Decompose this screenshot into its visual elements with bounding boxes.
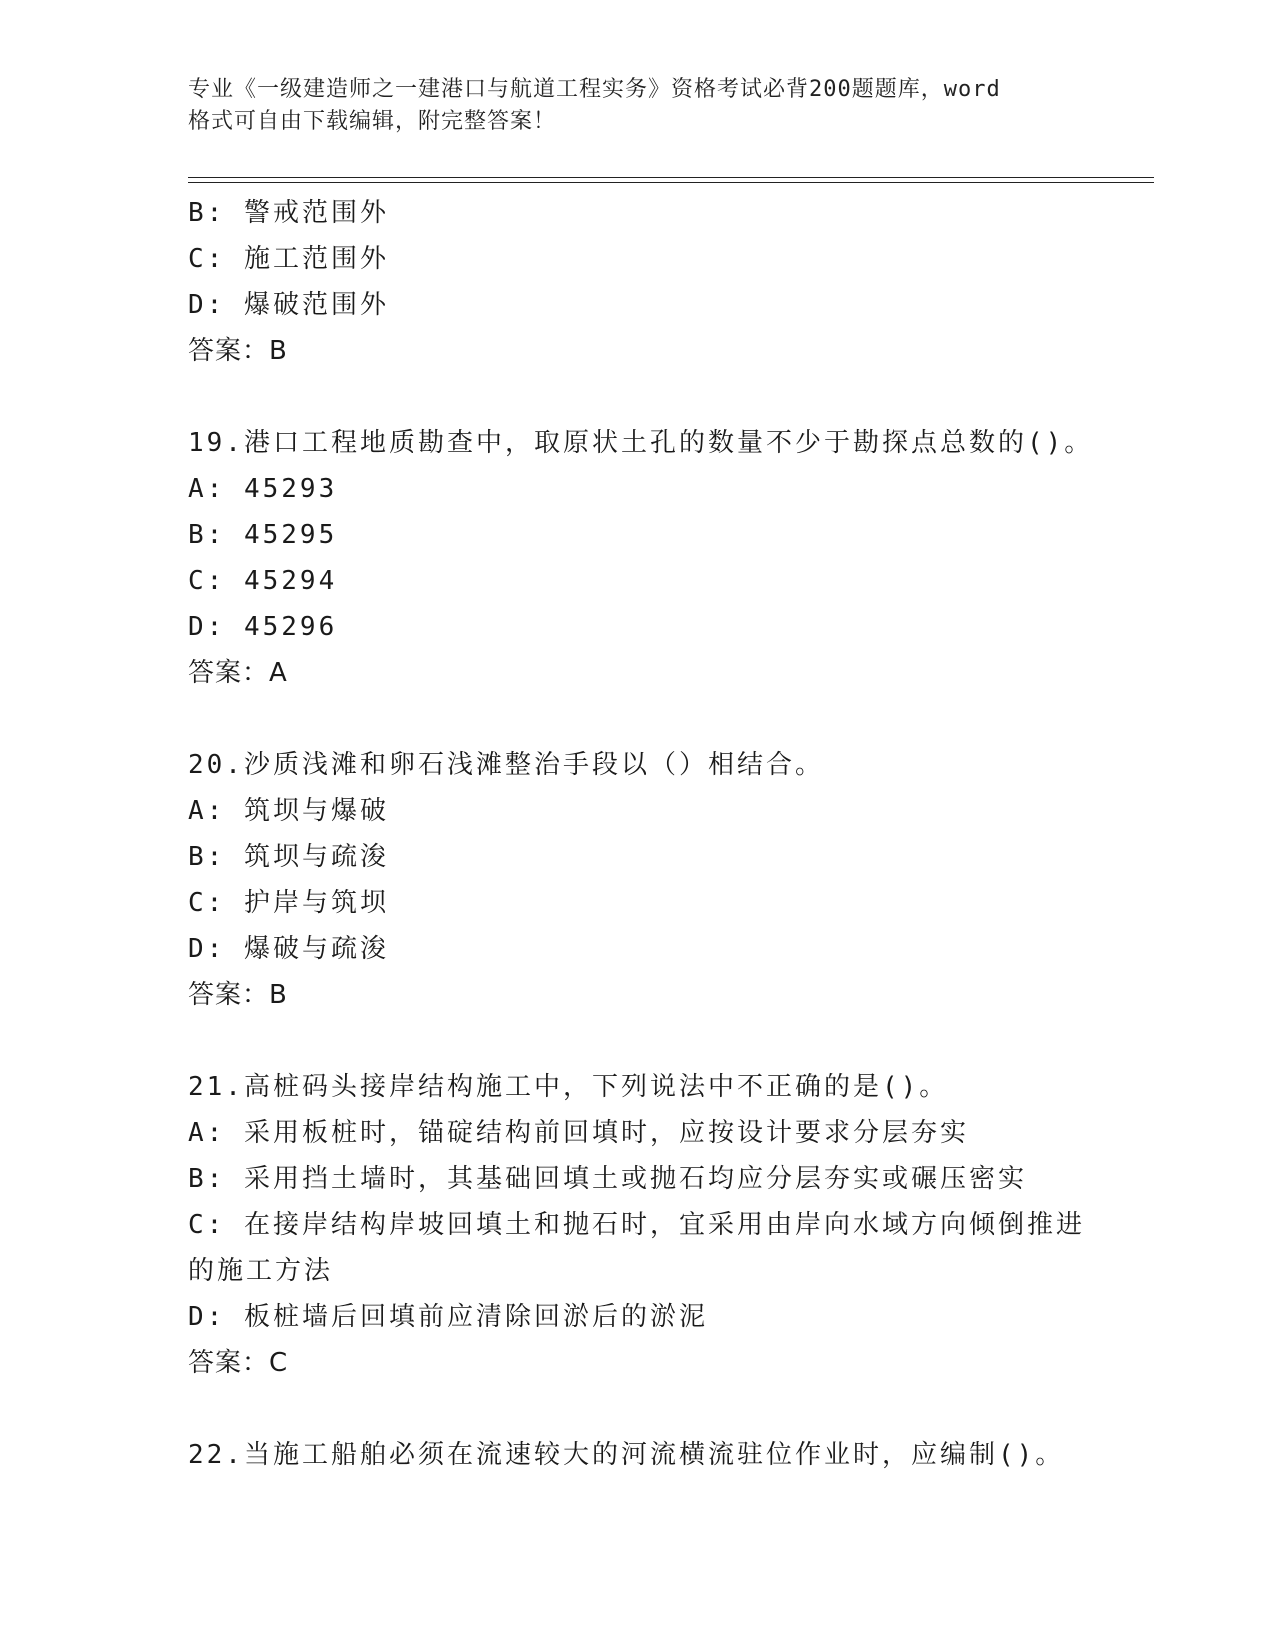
answer: 答案：B: [188, 336, 288, 366]
option-b: B: 45295: [188, 520, 338, 550]
header-divider-bottom: [188, 182, 1154, 183]
question-list: [188, 190, 1094, 1478]
option-d: D: 板桩墙后回填前应清除回淤后的淤泥: [188, 1302, 708, 1332]
document-header: [188, 74, 1068, 138]
option-c: C: 护岸与筑坝: [188, 888, 389, 918]
option-a: A: 采用板桩时，锚碇结构前回填时，应按设计要求分层夯实: [188, 1118, 969, 1148]
question-20: [188, 742, 1088, 1018]
question-22: [188, 1432, 1088, 1478]
question-text: 19.港口工程地质勘查中，取原状土孔的数量不少于勘探点总数的()。: [188, 428, 1094, 458]
question-19: [188, 420, 1094, 696]
answer: 答案：B: [188, 980, 288, 1010]
option-d: D: 爆破范围外: [188, 290, 389, 320]
option-c: C: 在接岸结构岸坡回填土和抛石时，宜采用由岸向水域方向倾倒推进: [188, 1210, 1085, 1240]
question-18: [188, 190, 1088, 374]
header-line-1: 专业《一级建造师之一建港口与航道工程实务》资格考试必背200题题库，word: [188, 77, 1001, 102]
option-b: B: 警戒范围外: [188, 198, 389, 228]
option-a: A: 45293: [188, 474, 338, 504]
option-d: D: 爆破与疏浚: [188, 934, 389, 964]
option-d: D: 45296: [188, 612, 338, 642]
option-b: B: 筑坝与疏浚: [188, 842, 389, 872]
option-b: B: 采用挡土墙时，其基础回填土或抛石均应分层夯实或碾压密实: [188, 1164, 1027, 1194]
question-21: [188, 1064, 1088, 1386]
option-c-continuation: 的施工方法: [188, 1256, 334, 1286]
header-line-2: 格式可自由下载编辑，附完整答案！: [188, 109, 557, 134]
question-text: 21.高桩码头接岸结构施工中，下列说法中不正确的是()。: [188, 1072, 949, 1102]
option-a: A: 筑坝与爆破: [188, 796, 389, 826]
question-text: 22.当施工船舶必须在流速较大的河流横流驻位作业时，应编制()。: [188, 1440, 1065, 1470]
question-text: 20.沙质浅滩和卵石浅滩整治手段以（）相结合。: [188, 750, 824, 780]
header-divider-top: [188, 177, 1154, 178]
option-c: C: 45294: [188, 566, 338, 596]
answer: 答案：C: [188, 1348, 289, 1378]
answer: 答案：A: [188, 658, 288, 688]
option-c: C: 施工范围外: [188, 244, 389, 274]
